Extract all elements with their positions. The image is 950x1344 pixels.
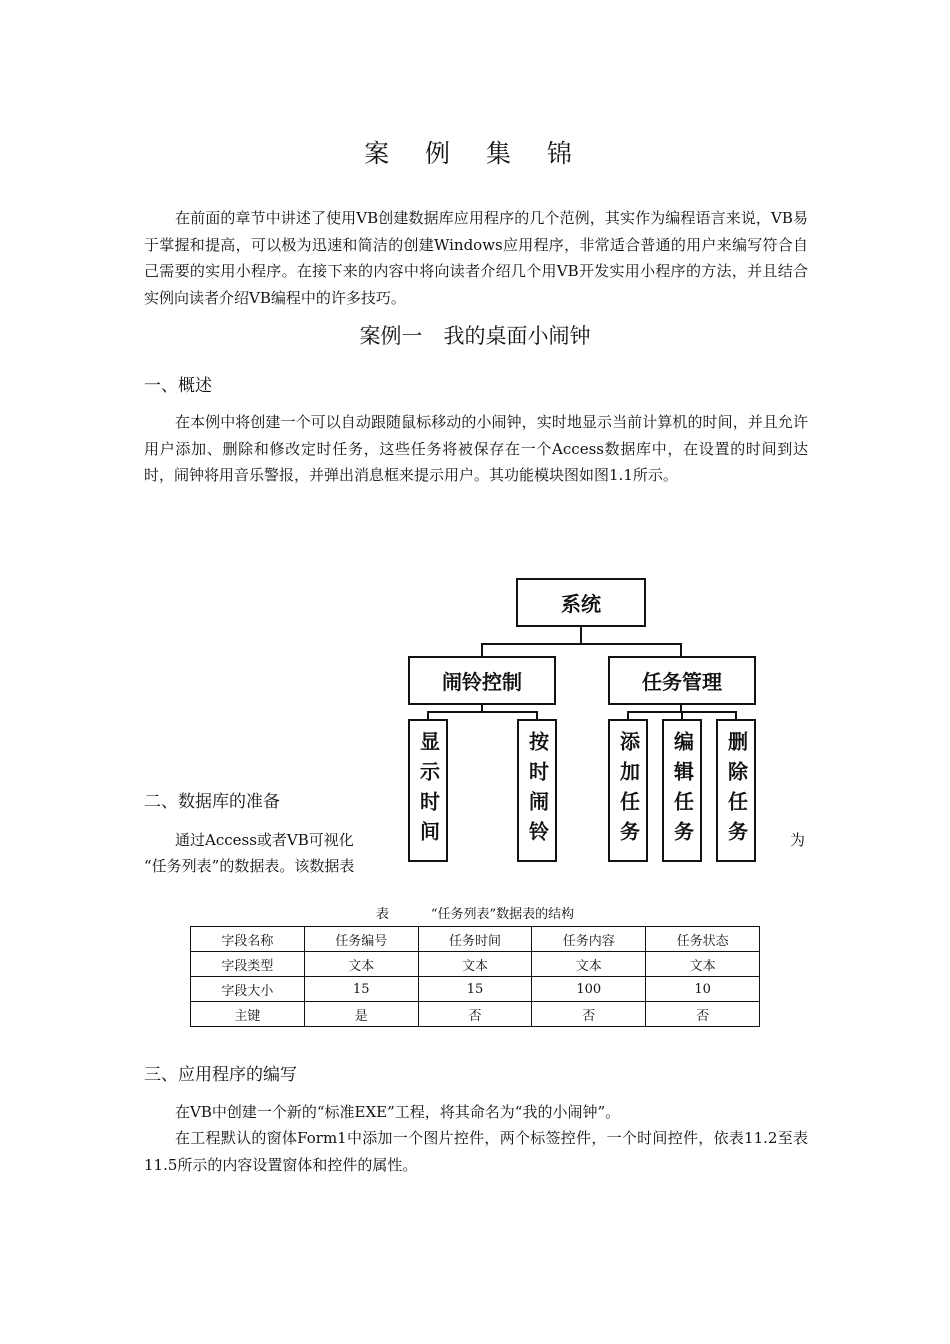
diagram-node-timed-alarm [517,719,557,862]
database-text-line1: 通过Access或者VB可视化 [175,831,354,849]
table-cell: 字段类型 [191,952,305,977]
table-cell: 任务编号 [304,927,418,952]
section-heading-database: 二、数据库的准备 [144,792,280,812]
table-cell: 10 [646,977,760,1002]
table-cell: 15 [418,977,532,1002]
table-caption-label: 表 [375,907,389,922]
connector-line [680,643,682,657]
diagram-node-text: 显示时间 [416,730,441,851]
table-cell: 100 [532,977,646,1002]
table-row [191,1002,760,1027]
connector-line [481,643,483,657]
database-text-line1-end: 为 [790,831,806,849]
table-cell: 15 [304,977,418,1002]
task-list-structure-table [190,926,760,1027]
connector-line [580,626,582,644]
table-caption [190,906,760,924]
table-cell: 字段大小 [191,977,305,1002]
section-heading-overview: 一、概述 [144,376,212,396]
case-title: 案例一 我的桌面小闹钟 [359,324,591,348]
diagram-node-delete-task [716,719,756,862]
diagram-node-text: 添加任务 [616,730,641,851]
table-cell: 文本 [532,952,646,977]
programming-paragraph-2: 在工程默认的窗体Form1中添加一个图片控件，两个标签控件，一个时间控件，依表11.2至表11.5所示的内容设置窗体和控件的属性。 [144,1129,808,1174]
intro-paragraph: 在前面的章节中讲述了使用VB创建数据库应用程序的几个范例，其实作为编程语言来说，VB易于掌握和提高，可以极为迅速和简洁的创建Windows应用程序，非常适合普通的用户来编写符合自己需要的实用小程序。在接下来的内容中将向读者介绍几个用VB开发实用小程序的方法，并且结合实例向读者介绍VB编程中的许多技巧。 [144,209,808,307]
table-row [191,927,760,952]
table-cell: 文本 [418,952,532,977]
diagram-node-root: 系统 [516,578,646,627]
diagram-node-text: 按时闹铃 [525,730,550,851]
table-cell: 任务内容 [532,927,646,952]
table-row [191,952,760,977]
diagram-node-add-task [608,719,648,862]
table-row [191,977,760,1002]
connector-line [481,643,681,645]
database-text-line2: “任务列表”的数据表。该数据表 [144,857,355,875]
table-cell: 字段名称 [191,927,305,952]
table-cell: 否 [646,1002,760,1027]
table-caption-text: “任务列表”数据表的结构 [430,907,575,922]
diagram-node-alarm-control: 闹铃控制 [408,656,556,705]
table-cell: 否 [418,1002,532,1027]
table-cell: 主键 [191,1002,305,1027]
diagram-node-text: 删除任务 [724,730,749,851]
table-cell: 文本 [646,952,760,977]
diagram-node-show-time [408,719,448,862]
programming-paragraph-1: 在VB中创建一个新的“标准EXE”工程，将其命名为“我的小闹钟”。 [175,1103,621,1121]
connector-line [427,711,537,713]
overview-paragraph: 在本例中将创建一个可以自动跟随鼠标移动的小闹钟，实时地显示当前计算机的时间，并且允许用户添加、删除和修改定时任务，这些任务将被保存在一个Access数据库中，在设置的时间到达时，闹钟将用音乐警报，并弹出消息框来提示用户。其功能模块图如图1.1所示。 [144,413,808,484]
diagram-node-edit-task [662,719,702,862]
page-title: 案 例 集 锦 [364,139,586,168]
table-cell: 任务时间 [418,927,532,952]
diagram-node-text: 编辑任务 [670,730,695,851]
table-cell: 任务状态 [646,927,760,952]
table-cell: 文本 [304,952,418,977]
table-cell: 是 [304,1002,418,1027]
function-module-diagram [400,570,770,870]
diagram-node-task-management: 任务管理 [608,656,756,705]
table-cell: 否 [532,1002,646,1027]
section-heading-programming: 三、应用程序的编写 [144,1065,297,1085]
